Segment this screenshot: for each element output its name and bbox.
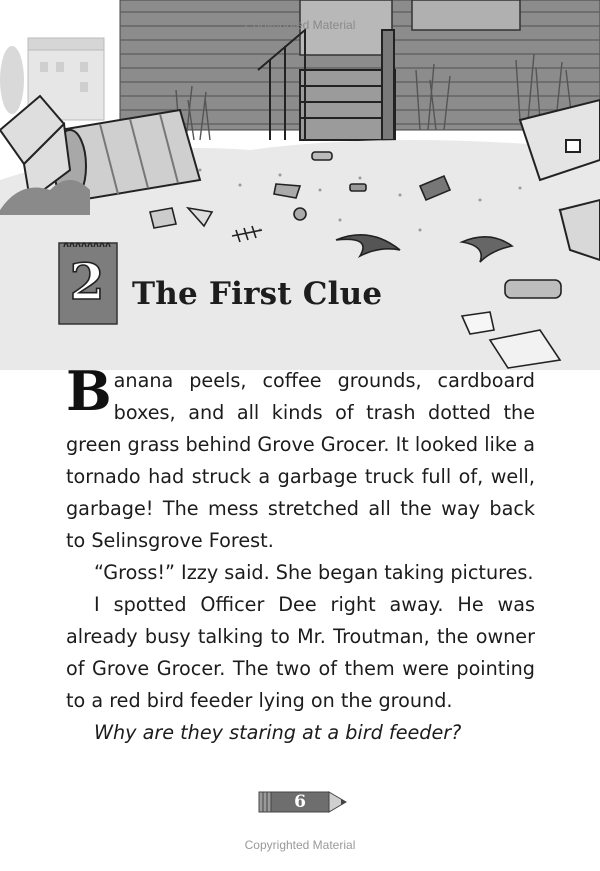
paragraph-2: “Gross!” Izzy said. She began taking pictures. — [94, 561, 534, 584]
chapter-title: The First Clue — [132, 276, 383, 312]
page-number: 6 — [294, 792, 306, 812]
paragraph-1 — [66, 359, 535, 557]
paragraph-1-text: anana peels, coffee grounds, cardboard boxes, and all kinds of trash dotted the green grass behind Grove Grocer. It looked like a tornado had struck a garbage truck full of, well, garbage! The mess stretched all the way back to Selinsgrove Forest. — [66, 369, 535, 552]
drop-cap: B — [66, 359, 112, 423]
copyright-watermark-bottom: Copyrighted Material — [244, 838, 356, 852]
background-house — [0, 38, 104, 120]
chapter-number: 2 — [69, 252, 105, 311]
copyright-watermark-top: Copyrighted Material — [244, 18, 356, 32]
chapter-body — [66, 359, 535, 749]
paragraph-3: I spotted Officer Dee right away. He was already busy talking to Mr. Troutman, the owner of Grove Grocer. The two of them were pointing to a red bird feeder lying on the ground. — [66, 593, 535, 712]
paragraph-4-thought: Why are they staring at a bird feeder? — [94, 721, 462, 744]
